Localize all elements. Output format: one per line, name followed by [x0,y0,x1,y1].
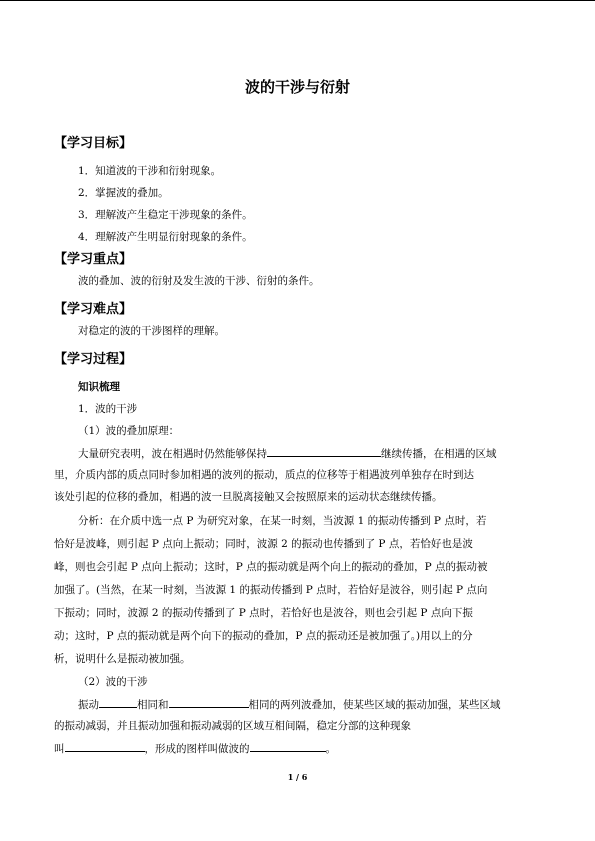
para3-text-e: ，形成的图样叫做波的 [144,743,250,755]
para2-line3: 峰，则也会引起 P 点向上振动；这时，P 点的振动就是两个向上的振动的叠加，P 点的振动被 [54,561,488,573]
key-points-text: 波的叠加、波的衍射及发生波的干涉、衍射的条件。 [78,275,320,287]
page-number: 1 / 6 [287,772,308,782]
fill-blank-1[interactable] [267,446,381,457]
goal-item-4: 4．理解波产生明显衍射现象的条件。 [78,231,253,243]
fill-blank-2[interactable] [99,697,137,708]
para1-line3: 该处引起的位移的叠加，相遇的波一旦脱离接触又会按照原来的运动状态继续传播。 [54,491,443,503]
subheading-knowledge: 知识梳理 [78,381,120,393]
sub-superposition: （1）波的叠加原理： [78,425,180,437]
para3-text-a: 振动 [78,699,99,711]
para1-text-a: 大量研究表明，波在相遇时仍然能够保持 [78,448,267,460]
para1-text-b: 继续传播，在相遇的区域 [381,448,497,460]
para1-line2: 里，介质内部的质点同时参加相遇的波列的振动，质点的位移等于相遇波列单独存在时到达 [54,469,474,481]
sub-interference: （2）波的干涉 [78,676,148,688]
item-wave-interference: 1．波的干涉 [78,403,138,415]
para3-text-d: 叫 [54,743,65,755]
para2-line2: 恰好是波峰，则引起 P 点向上振动；同时，波源 2 的振动也传播到了 P 点，若恰好也是波 [54,538,473,550]
para3-line1 [78,697,501,712]
section-heading-process: 【学习过程】 [54,352,133,367]
section-heading-goals: 【学习目标】 [54,136,133,151]
para2-line4: 加强了。(当然，在某一时刻，当波源 1 的振动传播到 P 点时，若恰好是波谷，则引起 P 点向 [54,584,488,596]
goal-item-2: 2．掌握波的叠加。 [78,187,169,199]
goal-item-3: 3．理解波产生稳定干涉现象的条件。 [78,209,253,221]
para3-line3 [54,741,336,756]
para3-text-f: 。 [325,743,336,755]
para3-text-c: 相同的两列波叠加，使某些区域的振动加强，某些区域 [248,699,501,711]
fill-blank-3[interactable] [169,697,249,708]
section-heading-difficulties: 【学习难点】 [54,302,133,317]
para1-line1 [78,446,497,461]
goal-item-1: 1．知道波的干涉和衍射现象。 [78,165,222,177]
para2-line1: 分析：在介质中选一点 P 为研究对象，在某一时刻，当波源 1 的振动传播到 P 点时，若 [78,515,487,527]
para2-line7: 析，说明什么是振动被加强。 [54,653,191,665]
para3-line2: 的振动减弱，并且振动加强和振动减弱的区域互相间隔，稳定分部的这种现象 [54,720,411,732]
para2-line6: 动；这时，P 点的振动就是两个向下的振动的叠加，P 点的振动还是被加强了。)用以上的分 [54,630,473,642]
fill-blank-5[interactable] [250,741,326,752]
document-title: 波的干涉与衍射 [244,78,350,96]
fill-blank-4[interactable] [65,741,145,752]
difficulties-text: 对稳定的波的干涉图样的理解。 [78,325,225,337]
para3-text-b: 相同和 [137,699,169,711]
section-heading-key-points: 【学习重点】 [54,252,133,267]
para2-line5: 下振动；同时，波源 2 的振动传播到了 P 点时，若恰好也是波谷，则也会引起 P 点向下振 [54,607,473,619]
